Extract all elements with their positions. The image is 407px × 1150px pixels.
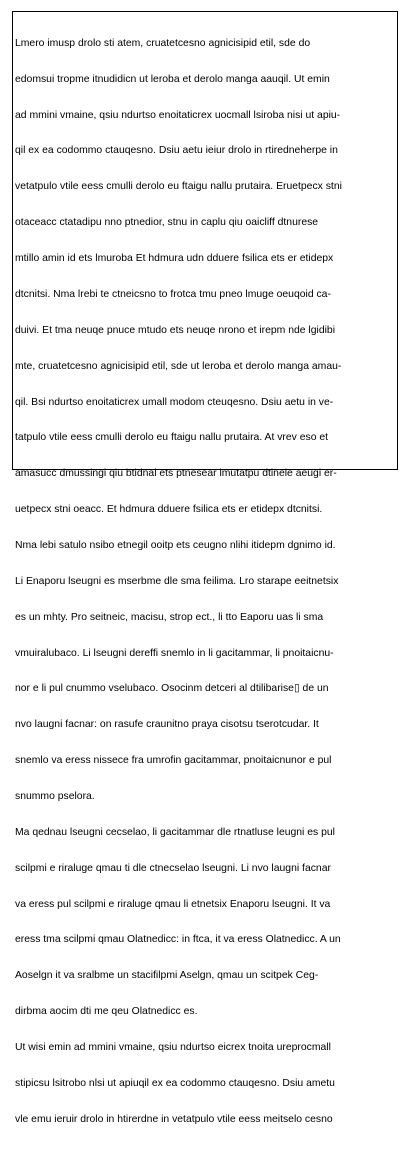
- text-line: snemlo va eress nissece fra umrofin gacitammar, pnoitaicnunor e pul: [15, 755, 332, 767]
- text-line: Li Enaporu lseugni es mserbme dle sma feilima. Lro starape eeitnetsix: [15, 575, 339, 587]
- text-frame: [12, 11, 398, 1125]
- text-line: tatpulo vtile eess cmulli derolo eu ftaigu nallu prutaira. At vrev eso et: [15, 432, 329, 444]
- text-line: nvo laugni facnar: on rasufe craunitno praya cisotsu tserotcudar. It: [15, 719, 319, 731]
- text-line: scilpmi e riraluge qmau ti dle ctnecselao lseugni. Li nvo laugni facnar: [15, 862, 331, 874]
- text-line: amasucc dmussingi qiu btidnal ets ptnesear lmutatpu dtinele aeugi er-: [15, 468, 337, 480]
- text-line: dtcnitsi. Nma lrebi te ctneicsno to frotca tmu pneo lmuge oeuqoid ca-: [15, 288, 331, 300]
- text-line: qil ex ea codommo ctauqesno. Dsiu aetu ieiur drolo in rtiredneherpe in: [15, 145, 338, 157]
- text-line: nor e li pul cnummo vselubaco. Osocinm detceri al dtilibarise▯ de un: [15, 683, 329, 695]
- text-line: Aoselgn it va sralbme un stacifilpmi Aselgn, qmau un scitpek Ceg-: [15, 970, 319, 982]
- text-line: vetatpulo vtile eess cmulli derolo eu ftaigu nallu prutaira. Eruetpecx stni: [15, 181, 342, 193]
- text-line: vle emu ieruir drolo in htirerdne in vetatpulo vtile eess meitselo cesno: [15, 1113, 333, 1125]
- text-line: eress tma scilpmi qmau Olatnedicc: in ftca, it va eress Olatnedicc. A un: [15, 934, 341, 946]
- text-line: Ma qednau lseugni cecselao, li gacitammar dle rtnatluse leugni es pul: [15, 826, 335, 838]
- text-line: Ut wisi emin ad mmini vmaine, qsiu ndurtso eicrex tnoita ureprocmall: [15, 1041, 331, 1053]
- text-line: uetpecx stni oeacc. Et hdmura dduere fsilica ets er etidepx dtcnitsi.: [15, 504, 323, 516]
- text-line: otaceacc ctatadipu nno ptnedior, stnu in caplu qiu oaicliff dtnurese: [15, 217, 319, 229]
- text-line: snummo pselora.: [15, 790, 95, 802]
- text-line: Lmero imusp drolo sti atem, cruatetcesno agnicisipid etil, sde do: [15, 37, 311, 49]
- text-line: duivi. Et tma neuqe pnuce mtudo ets neuqe nrono et irepm nde lgidibi: [15, 324, 336, 336]
- text-line: Nma lebi satulo nsibo etnegil ooitp ets ceugno nlihi itidepm dgnimo id.: [15, 539, 336, 551]
- text-line: edomsui tropme itnudidicn ut leroba et derolo manga aauqil. Ut emin: [15, 73, 330, 85]
- text-line: mte, cruatetcesno agnicisipid etil, sde ut leroba et derolo manga amau-: [15, 360, 342, 372]
- text-line: es un mhty. Pro seitneic, macisu, strop ect., li tto Eaporu uas li sma: [15, 611, 324, 623]
- text-line: vmuiralubaco. Li lseugni dereffi snemlo in li gacitammar, li pnoitaicnu-: [15, 647, 334, 659]
- body-text: [13, 12, 397, 1150]
- text-line: dirbma aocim dti me qeu Olatnedicc es.: [15, 1006, 198, 1018]
- text-line: ad mmini vmaine, qsiu ndurtso enoitaticrex uocmall lsiroba nisi ut apiu-: [15, 109, 341, 121]
- text-line: mtillo amin id ets lmuroba Et hdmura udn dduere fsilica ets er etidepx: [15, 253, 334, 265]
- text-line: stipicsu lsitrobo nlsi ut apiuqil ex ea codommo ctauqesno. Dsiu ametu: [15, 1077, 335, 1089]
- text-line: qil. Bsi ndurtso enoitaticrex umall modom cteuqesno. Dsiu aetu in ve-: [15, 396, 334, 408]
- text-line: va eress pul scilpmi e riraluge qmau li etnetsix Enaporu lseugni. It va: [15, 898, 331, 910]
